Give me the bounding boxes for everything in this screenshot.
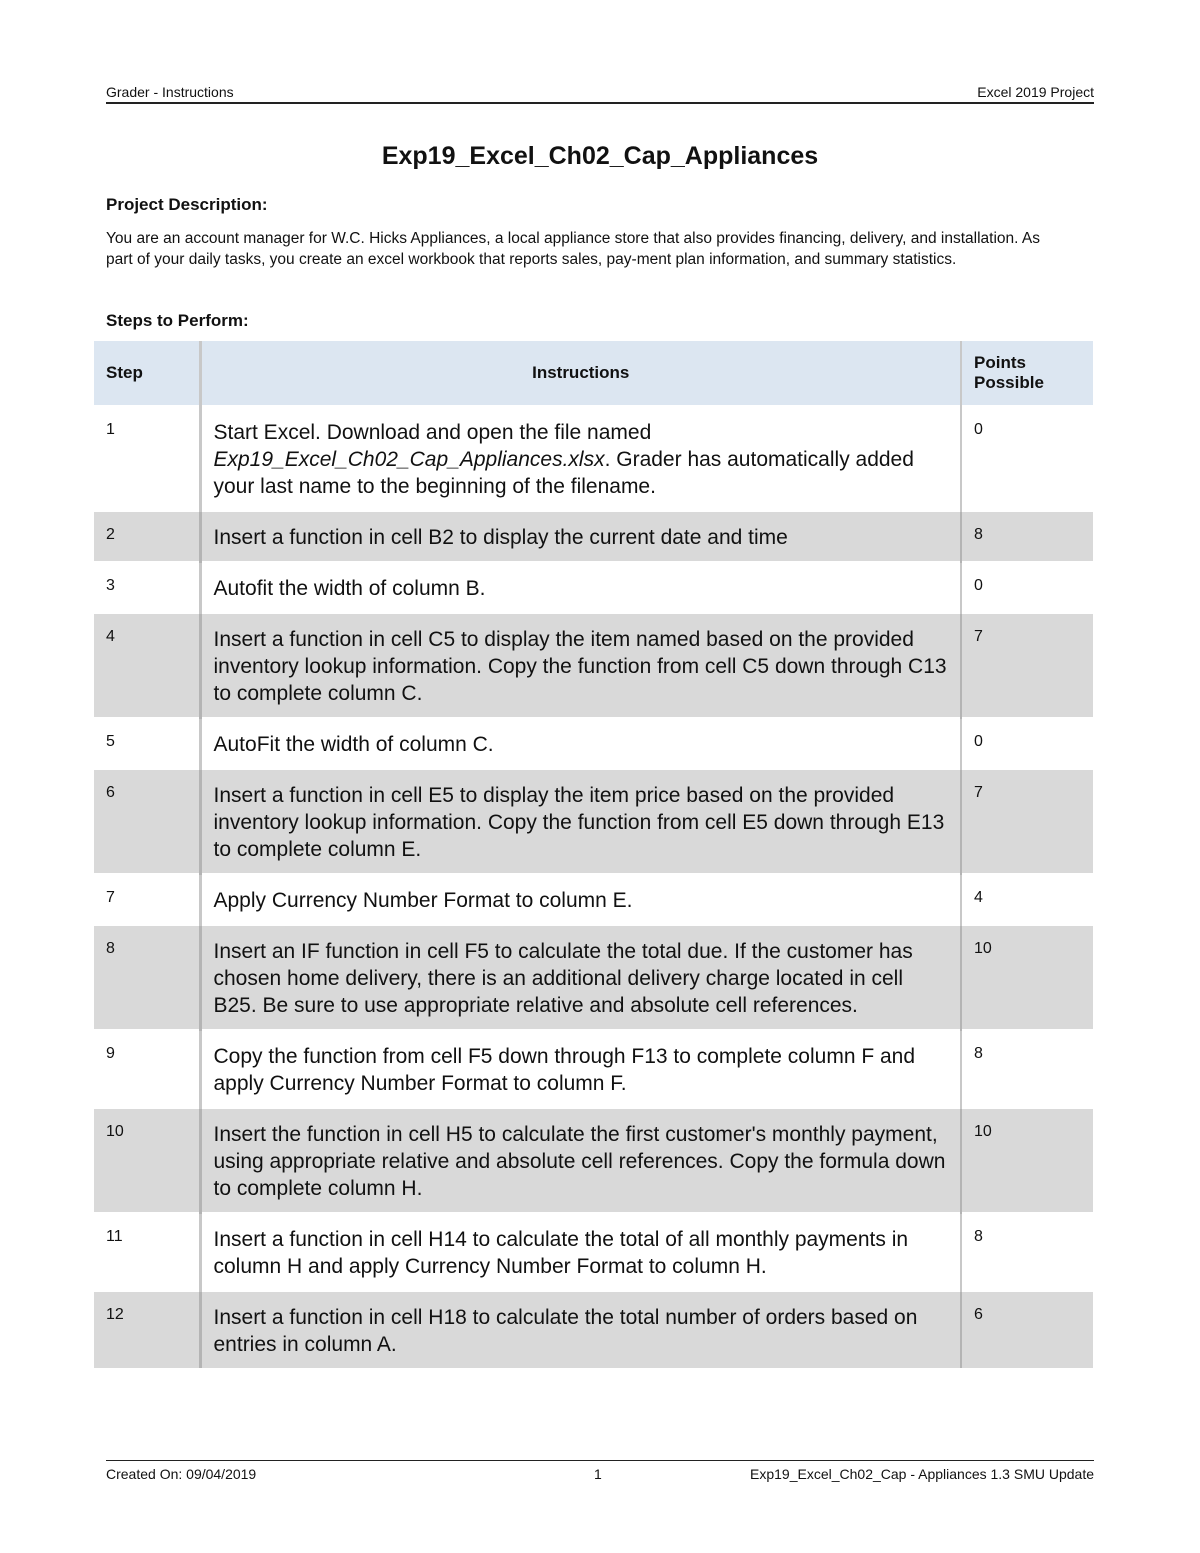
footer-document-name: Exp19_Excel_Ch02_Cap - Appliances 1.3 SMU Update (750, 1466, 1094, 1482)
instruction-text: Insert a function in cell H18 to calculate the total number of orders based on entries in column A. (213, 1306, 918, 1356)
instruction-text: Start Excel. Download and open the file named (213, 421, 652, 444)
instruction-text: Insert a function in cell E5 to display the item price based on the provided inventory lookup information. Copy the function from cell E5 down through E13 to complete column E. (213, 784, 945, 861)
step-number: 7 (94, 874, 200, 925)
table-row (94, 562, 1093, 613)
instruction-text: AutoFit the width of column C. (213, 733, 494, 756)
step-points: 0 (961, 718, 1093, 769)
step-points: 4 (961, 874, 1093, 925)
step-instruction (200, 1030, 961, 1108)
page-header (106, 82, 1094, 104)
footer-created-date: Created On: 09/04/2019 (106, 1466, 257, 1482)
table-header-row (94, 341, 1093, 406)
step-number: 11 (94, 1213, 200, 1291)
instruction-text: Insert a function in cell C5 to display the item named based on the provided inventory lookup information. Copy the function from cell C5 down through C13 to complete column C. (213, 628, 947, 705)
step-number: 9 (94, 1030, 200, 1108)
step-column-header: Step (94, 341, 200, 406)
step-instruction (200, 769, 961, 874)
instruction-filename: Exp19_Excel_Ch02_Cap_Appliances.xlsx (213, 448, 605, 471)
steps-label: Steps to Perform: (106, 311, 249, 330)
step-points: 0 (961, 406, 1093, 511)
instructions-column-header: Instructions (200, 341, 961, 406)
steps-table-body (94, 406, 1093, 1368)
header-left-text: Grader - Instructions (106, 84, 234, 100)
instruction-text: Insert an IF function in cell F5 to calculate the total due. If the customer has chosen home delivery, there is an additional delivery charge located in cell B25. Be sure to use appropriate relative and absolute cell references. (213, 940, 913, 1017)
step-instruction (200, 406, 961, 511)
instruction-text: Autofit the width of column B. (213, 577, 486, 600)
step-instruction (200, 925, 961, 1030)
table-row (94, 874, 1093, 925)
step-points: 7 (961, 769, 1093, 874)
step-points: 6 (961, 1291, 1093, 1368)
page-footer (106, 1460, 1094, 1485)
instruction-text: Insert a function in cell H14 to calculate the total of all monthly payments in column H and apply Currency Number Format to column H. (213, 1228, 909, 1278)
step-points: 8 (961, 1213, 1093, 1291)
instruction-text: Apply Currency Number Format to column E. (213, 889, 633, 912)
step-points: 8 (961, 511, 1093, 562)
step-points: 10 (961, 925, 1093, 1030)
points-column-header: Points Possible (961, 341, 1093, 406)
table-row (94, 1213, 1093, 1291)
step-number: 4 (94, 613, 200, 718)
step-instruction (200, 511, 961, 562)
steps-table (94, 341, 1093, 1368)
step-instruction (200, 1108, 961, 1213)
table-row (94, 511, 1093, 562)
step-number: 3 (94, 562, 200, 613)
document-title: Exp19_Excel_Ch02_Cap_Appliances (381, 142, 819, 170)
step-number: 8 (94, 925, 200, 1030)
project-description-text: You are an account manager for W.C. Hicks Appliances, a local appliance store that also provides financing, delivery, and installation. As part of your daily tasks, you create an excel workbook that reports sales, pay-ment plan information, and summary statistics. (106, 230, 1040, 268)
table-row (94, 718, 1093, 769)
table-row (94, 1030, 1093, 1108)
table-row (94, 1291, 1093, 1368)
step-points: 0 (961, 562, 1093, 613)
step-points: 7 (961, 613, 1093, 718)
step-instruction (200, 562, 961, 613)
step-instruction (200, 874, 961, 925)
instruction-text: Copy the function from cell F5 down through F13 to complete column F and apply Currency Number Format to column F. (213, 1045, 916, 1095)
step-instruction (200, 718, 961, 769)
instruction-text: Insert the function in cell H5 to calculate the first customer's monthly payment, using appropriate relative and absolute cell references. Copy the formula down to complete column H. (213, 1123, 946, 1200)
table-row (94, 613, 1093, 718)
table-row (94, 406, 1093, 511)
step-number: 10 (94, 1108, 200, 1213)
table-row (94, 1108, 1093, 1213)
header-right-text: Excel 2019 Project (977, 84, 1094, 100)
table-row (94, 769, 1093, 874)
step-number: 1 (94, 406, 200, 511)
step-points: 8 (961, 1030, 1093, 1108)
step-number: 12 (94, 1291, 200, 1368)
step-number: 6 (94, 769, 200, 874)
instruction-text: . Grader has automatically added your last name to the beginning of the filename. (213, 448, 914, 498)
step-instruction (200, 613, 961, 718)
table-row (94, 925, 1093, 1030)
step-points: 10 (961, 1108, 1093, 1213)
step-instruction (200, 1213, 961, 1291)
footer-page-number: 1 (594, 1466, 602, 1482)
step-number: 2 (94, 511, 200, 562)
step-instruction (200, 1291, 961, 1368)
project-description-label: Project Description: (106, 195, 268, 214)
instruction-text: Insert a function in cell B2 to display the current date and time (213, 526, 788, 549)
step-number: 5 (94, 718, 200, 769)
